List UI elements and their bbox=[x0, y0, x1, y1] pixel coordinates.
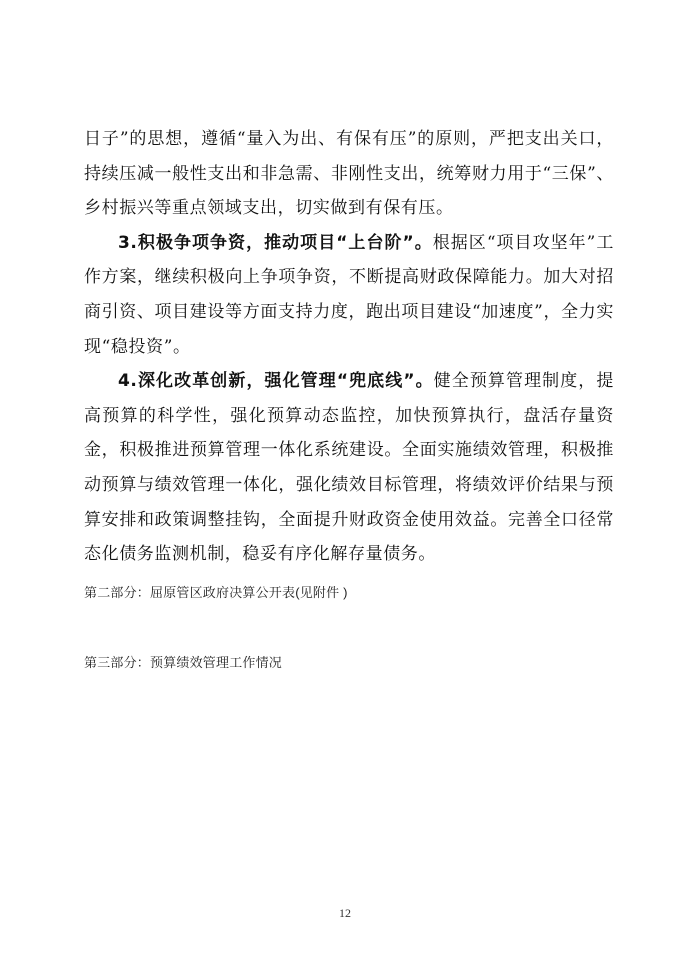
paragraph-text: 健全预算管理制度，提高预算的科学性，强化预算动态监控，加快预算执行，盘活存量资金，积极推进预算管理一体化系统建设。全面实施绩效管理，积极推动预算与绩效管理一体化，强化绩效目标管理，将绩效评价结果与预算安排和政策调整挂钩，全面提升财政资金使用效益。完善全口径常态化债务监测机制，稳妥有序化解存量债务。 bbox=[84, 371, 614, 565]
paragraph-continuation bbox=[84, 122, 614, 226]
paragraph-item-4 bbox=[84, 364, 614, 572]
section-heading-part-3: 第三部分：预算绩效管理工作情况 bbox=[84, 655, 283, 670]
section-heading-part-2: 第二部分：屈原管区政府决算公开表(见附件 ) bbox=[84, 585, 348, 600]
paragraph-text: 日子”的思想，遵循“量入为出、有保有压”的原则，严把支出关口，持续压减一般性支出和非急需、非刚性支出，统筹财力用于“三保”、乡村振兴等重点领域支出，切实做到有保有压。 bbox=[84, 129, 614, 219]
item-heading: 3.积极争项争资，推动项目“上台阶”。 bbox=[118, 232, 433, 253]
item-heading: 4.深化改革创新，强化管理“兜底线”。 bbox=[118, 371, 434, 392]
page-number: 12 bbox=[339, 906, 351, 920]
body-text bbox=[84, 122, 614, 572]
paragraph-text: 根据区“项目攻坚年”工作方案，继续积极向上争项争资，不断提高财政保障能力。加大对招商引资、项目建设等方面支持力度，跑出项目建设“加速度”，全力实现“稳投资”。 bbox=[84, 232, 614, 357]
paragraph-item-3 bbox=[84, 226, 614, 364]
